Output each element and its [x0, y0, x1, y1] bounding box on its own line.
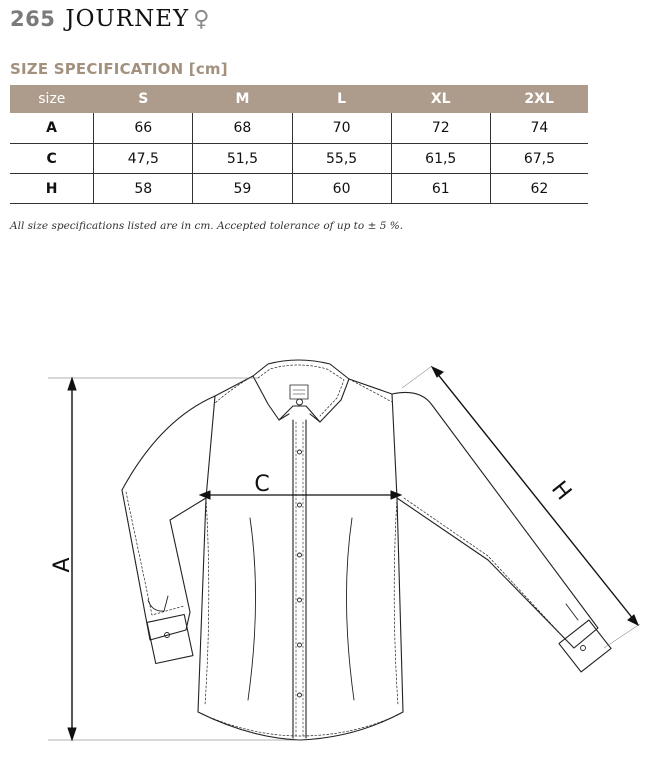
- table-cell: 68: [193, 113, 292, 144]
- dimension-h-line: [436, 372, 634, 620]
- product-name: JOURNEY: [65, 6, 190, 32]
- column-header-l: L: [292, 85, 391, 113]
- row-label: A: [10, 113, 94, 144]
- table-cell: 47,5: [94, 144, 193, 174]
- column-header-m: M: [193, 85, 292, 113]
- column-header-s: S: [94, 85, 193, 113]
- row-label: H: [10, 174, 94, 204]
- table-cell: 58: [94, 174, 193, 204]
- shirt-collar: [253, 360, 349, 422]
- table-cell: 60: [292, 174, 391, 204]
- table-cell: 59: [193, 174, 292, 204]
- table-cell: 72: [391, 113, 490, 144]
- section-title: SIZE SPECIFICATION [cm]: [10, 60, 228, 78]
- label-c: C: [254, 472, 270, 497]
- right-sleeve: [392, 392, 598, 648]
- table-cell: 51,5: [193, 144, 292, 174]
- shirt-buttons: [165, 399, 586, 697]
- table-cell: 61,5: [391, 144, 490, 174]
- table-cell: 67,5: [490, 144, 588, 174]
- shirt-label-tag: [290, 385, 308, 399]
- table-cell: 70: [292, 113, 391, 144]
- product-code: 265: [10, 7, 56, 31]
- column-header-xl: XL: [391, 85, 490, 113]
- column-header-2xl: 2XL: [490, 85, 588, 113]
- row-label: C: [10, 144, 94, 174]
- shirt-body: [198, 376, 403, 740]
- table-cell: 66: [94, 113, 193, 144]
- label-h: H: [546, 476, 576, 506]
- shirt-placket: [293, 420, 306, 738]
- table-cell: 55,5: [292, 144, 391, 174]
- table-cell: 61: [391, 174, 490, 204]
- left-sleeve: [122, 396, 215, 640]
- female-icon: ♀: [193, 6, 210, 32]
- table-cell: 62: [490, 174, 588, 204]
- table-cell: 74: [490, 113, 588, 144]
- tolerance-note: All size specifications listed are in cm. Accepted tolerance of up to ± 5 %.: [10, 220, 404, 232]
- column-header-size: size: [10, 85, 94, 113]
- label-a: A: [50, 557, 75, 573]
